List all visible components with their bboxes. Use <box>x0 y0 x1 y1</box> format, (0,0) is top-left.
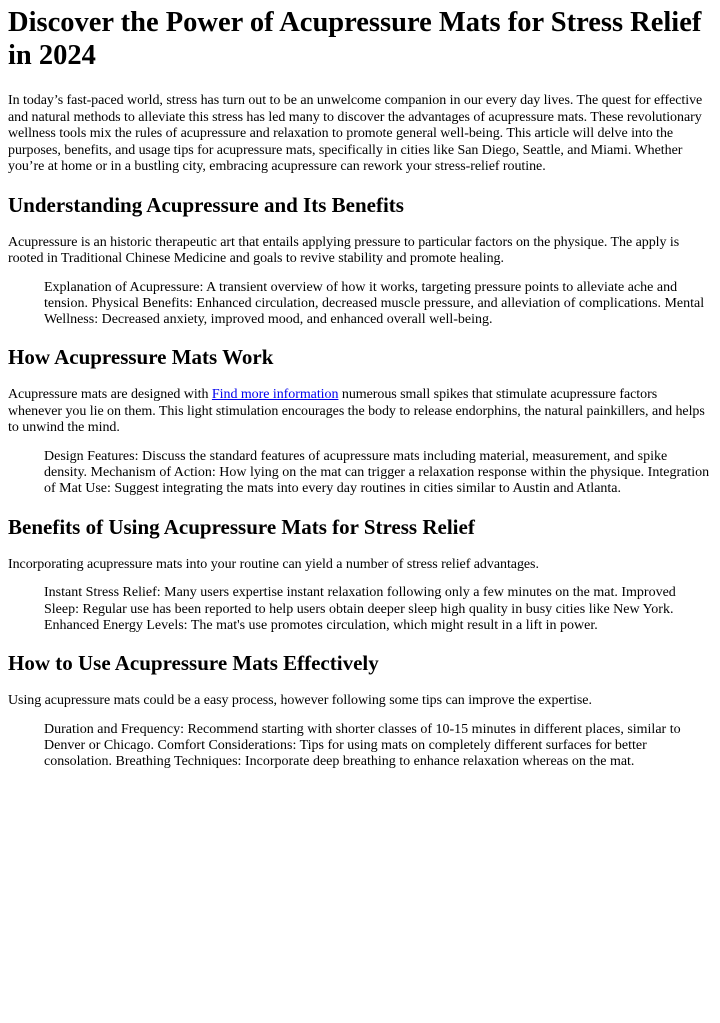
section-paragraph-how-to-use: Using acupressure mats could be a easy process, however following some tips can improve the expertise. <box>8 693 592 709</box>
section-quote-understanding: Explanation of Acupressure: A transient overview of how it works, targeting pressure points to alleviate ache and tension. Physical Benefits: Enhanced circulation, decreased muscle pressure, and alleviation of complications. Mental Wellness: Decreased anxiety, improved mood, and enhanced overall well-being. <box>44 279 705 328</box>
section-heading-how-mats-work: How Acupressure Mats Work <box>8 345 274 370</box>
section-quote-benefits: Instant Stress Relief: Many users expertise instant relaxation following only a few minutes on the mat. Improved Sleep: Regular use has been reported to help users obtain deeper sleep high quality in busy cities like New York. Enhanced Energy Levels: The mat's use promotes circulation, which might result in a lift in power. <box>44 585 676 633</box>
intro-paragraph: In today’s fast-paced world, stress has turn out to be an unwelcome companion in our every day lives. The quest for effective and natural methods to alleviate this stress has led many to discover the advantages of acupressure mats. These revolutionary wellness tools mix the rules of acupressure and relaxation to promote general well-being. This article will delve into the purposes, benefits, and usage tips for acupressure mats, specifically in cities like San Diego, Seattle, and Miami. Whether you’re at home or in a bustling city, embracing acupressure can rework your stress-relief routine. <box>8 93 703 174</box>
section-paragraph-benefits: Incorporating acupressure mats into your routine can yield a number of stress relief advantages. <box>8 556 539 572</box>
section-quote-how-mats-work: Design Features: Discuss the standard features of acupressure mats including material, measurement, and spike density. Mechanism of Action: How lying on the mat can trigger a relaxation response within the physique. Integration of Mat Use: Suggest integrating the mats into every day routines in cities similar to Austin and Atlanta. <box>44 448 710 497</box>
section-quote-how-to-use: Duration and Frequency: Recommend starting with shorter classes of 10-15 minutes in different places, similar to Denver or Chicago. Comfort Considerations: Tips for using mats on completely different surfaces for better consolation. Breathing Techniques: Incorporate deep breathing to enhance relaxation whereas on the mat. <box>44 721 681 770</box>
page-title: Discover the Power of Acupressure Mats for Stress Relief in 2024 <box>8 7 702 71</box>
paragraph-text-before-link: Acupressure mats are designed with <box>8 387 212 403</box>
paragraph-text-after-link: numerous small spikes that stimulate acupressure factors whenever you lie on them. This light stimulation encourages the body to release endorphins, the natural painkillers, and helps to unwind the mind. <box>8 387 705 436</box>
article <box>0 6 720 771</box>
section-heading-understanding: Understanding Acupressure and Its Benefits <box>8 192 404 217</box>
section-heading-how-to-use: How to Use Acupressure Mats Effectively <box>8 651 379 676</box>
section-paragraph-understanding: Acupressure is an historic therapeutic art that entails applying pressure to particular factors on the physique. The apply is rooted in Traditional Chinese Medicine and goals to revive stability and promote healing. <box>8 234 680 266</box>
section-paragraph-how-mats-work <box>8 387 712 437</box>
find-more-information-link[interactable]: Find more information <box>211 387 339 403</box>
section-heading-benefits: Benefits of Using Acupressure Mats for Stress Relief <box>8 514 475 539</box>
